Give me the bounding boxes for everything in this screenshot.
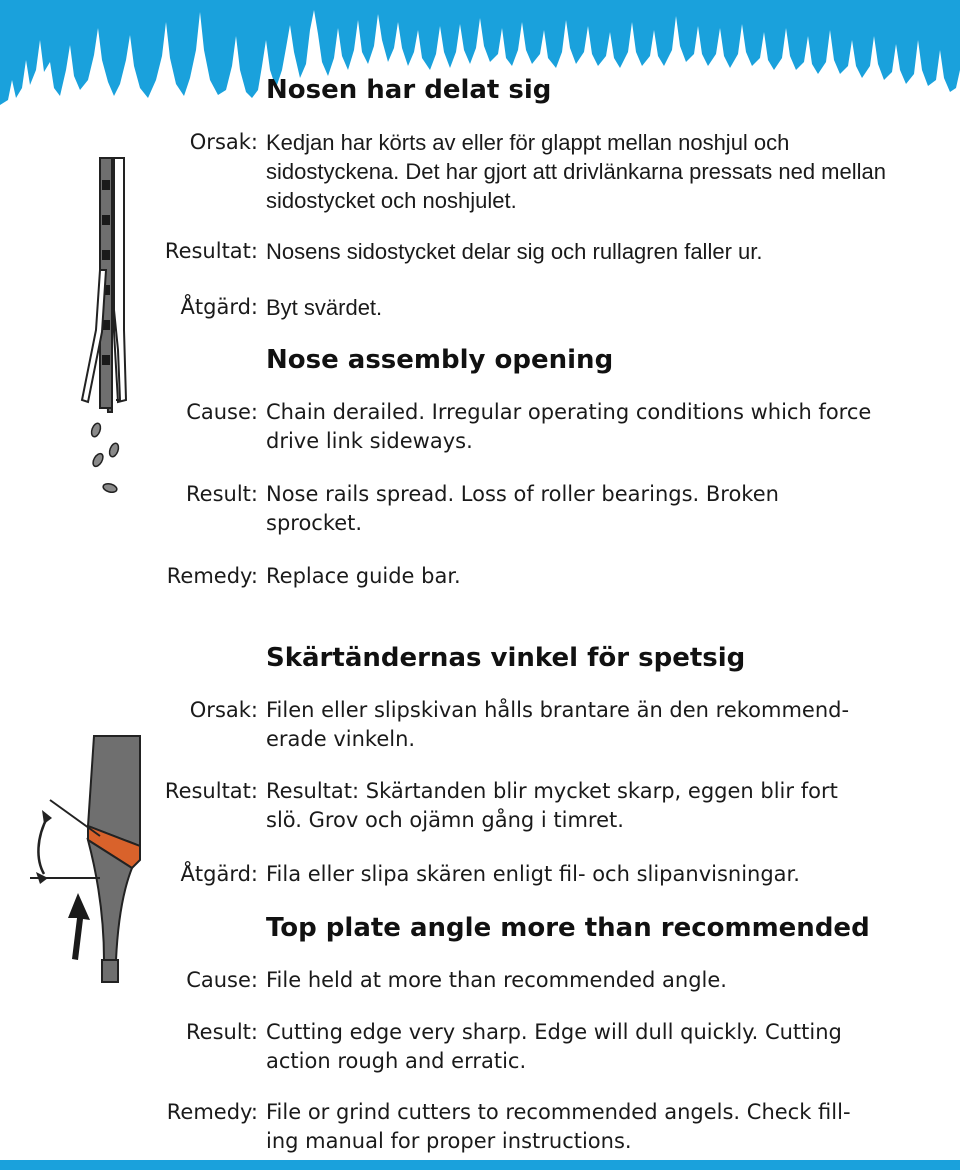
row-label-resultat: Resultat: <box>164 239 258 263</box>
row-label-remedy-2: Remedy: <box>166 1100 258 1124</box>
section-heading-angle-english: Top plate angle more than recommended <box>266 913 870 943</box>
row-text-result: Nose rails spread. Loss of roller bearings. Broken sprocket. <box>266 482 779 535</box>
row-label-result-2: Result: <box>186 1020 258 1044</box>
row-label-result: Result: <box>186 482 258 506</box>
row-label-atgard-2: Åtgärd: <box>180 862 258 886</box>
row-text-atgard: Byt svärdet. <box>266 295 383 320</box>
row-label-remedy: Remedy: <box>166 564 258 588</box>
row-text-orsak: Kedjan har körts av eller för glappt mellan noshjul och sidostyckena. Det har gjort att drivlänkarna pressats ned mellan sidostycket och noshjulet. <box>266 130 886 213</box>
row-label-orsak: Orsak: <box>189 130 258 154</box>
section-heading-angle-swedish: Skärtändernas vinkel för spetsig <box>266 643 746 673</box>
row-text-cause: Chain derailed. Irregular operating conditions which force drive link sideways. <box>266 400 872 453</box>
row-label-atgard: Åtgärd: <box>180 295 258 319</box>
section-heading-nose-english: Nose assembly opening <box>266 345 614 375</box>
row-label-resultat-2: Resultat: <box>164 779 258 803</box>
row-text-remedy: Replace guide bar. <box>266 564 461 588</box>
up-arrow-icon <box>68 893 90 960</box>
row-text-resultat: Nosens sidostycket delar sig och rullagren faller ur. <box>266 239 763 264</box>
row-label-cause-2: Cause: <box>186 968 258 992</box>
row-text-atgard-2: Fila eller slipa skären enligt fil- och slipanvisningar. <box>266 862 800 886</box>
row-text-orsak-2: Filen eller slipskivan hålls brantare än den rekommend-erade vinkeln. <box>266 698 850 751</box>
row-text-cause-2: File held at more than recommended angle. <box>266 968 727 992</box>
section-heading-nose-swedish: Nosen har delat sig <box>266 75 552 105</box>
guide-bar-nose-illustration <box>78 150 148 500</box>
row-text-resultat-2: Resultat: Skärtanden blir mycket skarp, eggen blir fort slö. Grov och ojämn gång i timret. <box>266 779 838 832</box>
row-label-cause: Cause: <box>186 400 258 424</box>
bottom-bar <box>0 1160 960 1170</box>
row-label-orsak-2: Orsak: <box>189 698 258 722</box>
row-text-result-2: Cutting edge very sharp. Edge will dull quickly. Cutting action rough and erratic. <box>266 1020 842 1073</box>
row-text-remedy-2: File or grind cutters to recommended angels. Check fill-ing manual for proper instructions. <box>266 1100 851 1153</box>
